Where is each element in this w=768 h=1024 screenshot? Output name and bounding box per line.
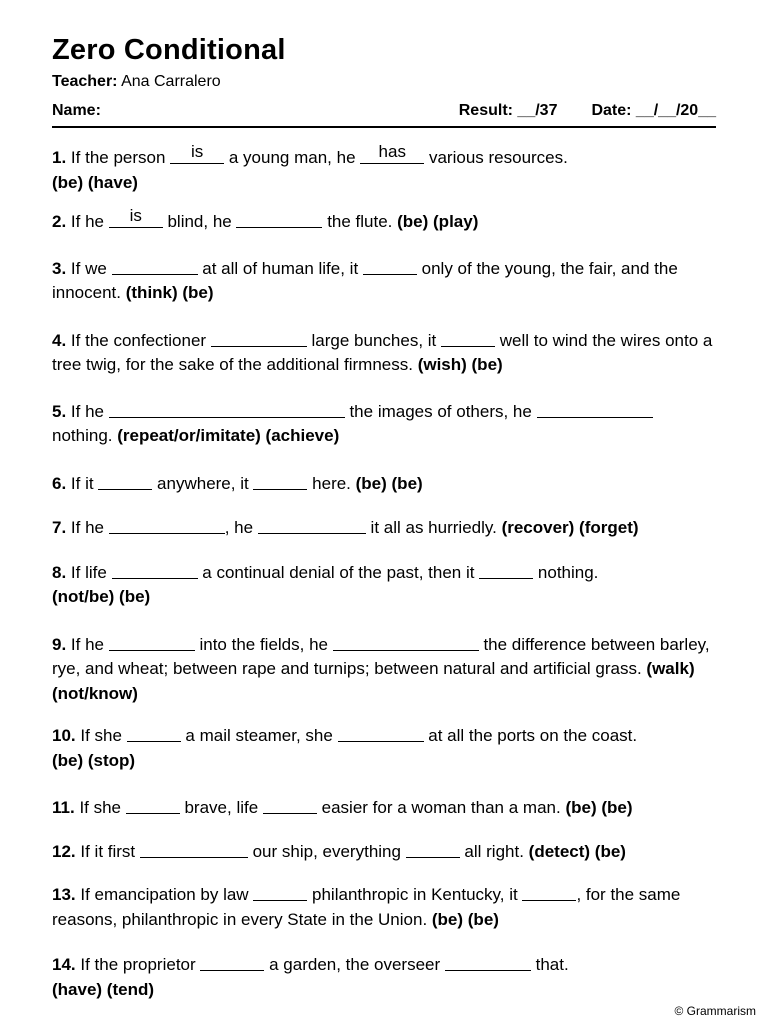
question-8 — [52, 561, 716, 610]
student-info-row — [52, 101, 716, 128]
question-text: our ship, everything — [247, 841, 406, 861]
question-text: various resources. — [424, 148, 568, 167]
question-text: only of the young, the fair, and the innocent. — [52, 258, 678, 302]
question-text: If she — [80, 726, 127, 745]
answer-blank-2[interactable] — [263, 796, 317, 814]
question-text: anywhere, it — [152, 473, 254, 493]
answer-blank-1[interactable] — [109, 400, 345, 418]
result-date-group — [459, 101, 716, 121]
answer-blank-1[interactable] — [200, 953, 264, 971]
question-text: well to wind the wires onto a tree twig, for the sake of the additional firmness. — [52, 330, 713, 374]
question-text: If he — [70, 518, 109, 537]
question-number: 1. — [52, 148, 67, 167]
answer-blank-1[interactable] — [109, 633, 195, 651]
teacher-line — [52, 72, 716, 92]
question-text: If the person — [70, 148, 171, 167]
answer-blank-1[interactable] — [127, 724, 181, 742]
question-10 — [52, 724, 716, 773]
answer-blank-2[interactable] — [441, 329, 495, 347]
question-text: at all the ports on the coast. — [423, 726, 638, 745]
answer-text: is — [129, 206, 142, 225]
answer-blank-2[interactable] — [333, 633, 479, 651]
verb-hint: (be) (be) — [355, 473, 423, 493]
answer-blank-1[interactable] — [170, 142, 224, 164]
verb-hint: (repeat/or/imitate) (achieve) — [117, 426, 340, 445]
answer-text: has — [378, 142, 406, 161]
question-number: 11. — [52, 798, 75, 817]
question-14 — [52, 953, 716, 1002]
verb-hint: (be) (have) — [52, 172, 138, 192]
question-6 — [52, 472, 716, 497]
question-number: 12. — [52, 841, 76, 861]
question-7 — [52, 516, 716, 541]
question-text: If it first — [80, 841, 140, 861]
question-9 — [52, 633, 716, 707]
question-text: blind, he — [162, 212, 237, 231]
question-text: If we — [70, 258, 112, 278]
answer-blank-2[interactable] — [537, 400, 653, 418]
answer-blank-1[interactable] — [112, 561, 198, 579]
question-text: If emancipation by law — [80, 885, 254, 904]
result-label: Result: __/37 — [458, 102, 558, 119]
answer-blank-1[interactable] — [253, 883, 307, 901]
teacher-label: Teacher: — [52, 73, 118, 90]
question-text: If the proprietor — [80, 955, 201, 974]
verb-hint: (have) (tend) — [52, 979, 154, 999]
question-text: the images of others, he — [344, 401, 537, 421]
question-text: it all as hurriedly. — [365, 518, 502, 537]
answer-blank-2[interactable] — [406, 840, 460, 858]
question-text: a continual denial of the past, then it — [197, 562, 480, 582]
question-text: the difference between barley, rye, and wheat; between rape and turnips; between natural and artificial grass. — [52, 634, 710, 678]
question-text: If it — [70, 473, 99, 493]
question-text: into the fields, he — [194, 634, 333, 654]
question-number: 10. — [52, 726, 76, 745]
question-2 — [52, 206, 716, 235]
verb-hint: (think) (be) — [125, 283, 214, 302]
question-text: the flute. — [322, 212, 398, 231]
answer-blank-2[interactable] — [522, 883, 576, 901]
answer-blank-1[interactable] — [109, 206, 163, 228]
question-number: 4. — [52, 330, 67, 350]
copyright-footer: © Grammarism — [674, 1004, 756, 1018]
question-text: If the confectioner — [70, 330, 211, 350]
question-text: nothing. — [533, 562, 599, 582]
answer-blank-2[interactable] — [445, 953, 531, 971]
question-text: brave, life — [179, 798, 263, 817]
question-text: If she — [79, 798, 126, 817]
answer-blank-1[interactable] — [98, 472, 152, 490]
question-text: here. — [307, 473, 356, 493]
verb-hint: (recover) (forget) — [501, 518, 639, 537]
question-number: 7. — [52, 518, 67, 537]
question-4 — [52, 329, 716, 378]
question-number: 2. — [52, 212, 67, 231]
question-text: that. — [530, 955, 569, 974]
verb-hint: (be) (be) — [565, 798, 633, 817]
answer-blank-1[interactable] — [109, 516, 225, 534]
answer-blank-2[interactable] — [360, 142, 424, 164]
verb-hint: (be) (play) — [397, 212, 479, 231]
question-number: 9. — [52, 634, 67, 654]
answer-blank-2[interactable] — [363, 257, 417, 275]
verb-hint: (be) (stop) — [52, 750, 136, 770]
question-text: at all of human life, it — [197, 258, 363, 278]
answer-blank-2[interactable] — [253, 472, 307, 490]
verb-hint: (walk) (not/know) — [52, 659, 695, 703]
question-text: nothing. — [52, 426, 118, 445]
question-text: philanthropic in Kentucky, it — [307, 885, 523, 904]
question-number: 13. — [52, 885, 76, 904]
teacher-name: Ana Carralero — [121, 73, 221, 90]
question-list — [52, 142, 716, 1002]
date-label: Date: __/__/20__ — [591, 102, 716, 119]
answer-blank-1[interactable] — [126, 796, 180, 814]
answer-blank-1[interactable] — [140, 840, 248, 858]
question-text: If he — [70, 634, 109, 654]
answer-blank-1[interactable] — [211, 329, 307, 347]
question-text: If he — [70, 212, 109, 231]
question-text: easier for a woman than a man. — [316, 798, 566, 817]
question-number: 8. — [52, 562, 67, 582]
answer-text: is — [191, 142, 204, 161]
verb-hint: (not/be) (be) — [52, 587, 151, 606]
verb-hint: (wish) (be) — [417, 355, 503, 374]
question-text: , for the same reasons, philanthropic in every State in the Union. — [52, 885, 681, 929]
question-12 — [52, 840, 716, 865]
verb-hint: (detect) (be) — [528, 841, 626, 861]
question-text: large bunches, it — [306, 330, 441, 350]
question-text: a garden, the overseer — [264, 955, 445, 974]
question-text: a mail steamer, she — [180, 726, 338, 745]
question-number: 3. — [52, 258, 67, 278]
question-text: a young man, he — [224, 148, 361, 167]
worksheet — [52, 28, 716, 1002]
question-text: all right. — [459, 841, 529, 861]
worksheet-title: Zero Conditional — [52, 34, 286, 66]
question-text: If he — [70, 401, 109, 421]
answer-blank-2[interactable] — [236, 210, 322, 228]
answer-blank-1[interactable] — [112, 257, 198, 275]
answer-blank-2[interactable] — [479, 561, 533, 579]
verb-hint: (be) (be) — [431, 909, 499, 929]
name-label: Name: — [52, 102, 101, 119]
question-number: 6. — [52, 473, 67, 493]
question-number: 5. — [52, 401, 67, 421]
question-3 — [52, 257, 716, 306]
question-1 — [52, 142, 716, 195]
answer-blank-2[interactable] — [338, 724, 424, 742]
question-11 — [52, 796, 716, 821]
question-number: 14. — [52, 955, 76, 974]
question-5 — [52, 400, 716, 449]
question-13 — [52, 883, 716, 932]
question-text: If life — [70, 562, 112, 582]
question-text: , he — [224, 518, 258, 537]
answer-blank-2[interactable] — [258, 516, 366, 534]
